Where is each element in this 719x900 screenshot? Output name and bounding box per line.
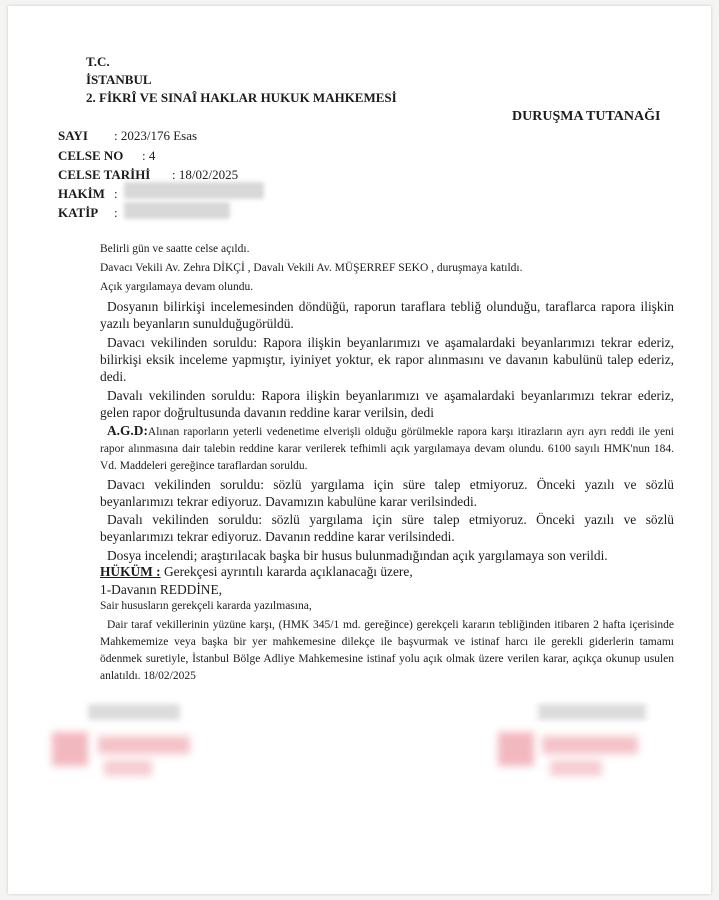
document-title: DURUŞMA TUTANAĞI [512, 109, 661, 124]
sayi-value: : 2023/176 Esas [114, 128, 198, 143]
header-city: İSTANBUL [86, 72, 152, 87]
hakim-colon: : [114, 186, 118, 201]
body-defendant-oral: Davalı vekilinden soruldu: sözlü yargılama için süre talep etmiyoruz. Önceki yazılı ve sözlü beyanlarımızı tekrar ediyoruz. Davanın reddine karar verilsindedi. [100, 512, 674, 544]
hukum-item-2: Sair hususların gerekçeli kararda yazılmasına, [100, 600, 312, 612]
hukum-item-3: Dair taraf vekillerinin yüzüne karşı, (HMK 345/1 md. gereğince) gerekçeli kararın tebliğinden itibaren 2 hafta içerisinde Mahkememize veya başka bir yer mahkemesine dilekçe ile başvurmak ve istinaf harcı ile gerekli giderlerin tamamı ödenmek suretiyle, İstanbul Bölge Adliye Mahkemesine istinaf yolu açık olmak üzere verilen karar, açıkça okunup usulen anlatıldı. 18/02/2025 [100, 619, 674, 682]
body-closing: Dosya incelendi; araştırılacak başka bir husus bulunmadığından açık yargılamaya son verildi. [107, 548, 608, 563]
celse-no-label: CELSE NO [58, 148, 124, 163]
body-defendant-statement: Davalı vekilinden soruldu: Rapora ilişkin beyanlarımızı ve aşamalardaki beyanlarımızı tekrar ederiz, gelen rapor doğrultusunda davanın reddine karar verilsin, dedi [100, 388, 674, 420]
hukum-line [100, 564, 413, 580]
sayi-label: SAYI [58, 128, 88, 143]
celse-tarihi-label: CELSE TARİHİ [58, 167, 151, 182]
agd-text: Alınan raporların yeterli vedenetime elverişli olduğu görülmekle rapora karşı itirazların ayrı ayrı reddi ile yeni rapor alınmasına dair talebin reddine karar verilerek tefhimli açık yargılamaya devam olundu. 6100 sayılı HMK'nun 184. Vd. Maddeleri gereğince taraflardan soruldu. [100, 426, 674, 472]
katip-label: KATİP [58, 205, 99, 220]
hukum-label: HÜKÜM : [100, 564, 161, 579]
hukum-text: Gerekçesi ayrıntılı kararda açıklanacağı üzere, [160, 564, 413, 579]
signature-right-redacted [494, 702, 664, 782]
hakim-label: HAKİM [58, 186, 105, 201]
body-agd [100, 422, 674, 475]
hukum-item-1: 1-Davanın REDDİNE, [100, 582, 222, 597]
document-page [8, 6, 711, 894]
katip-colon: : [114, 205, 118, 220]
celse-tarihi-value: : 18/02/2025 [172, 167, 239, 182]
hakim-redaction [124, 182, 264, 199]
body-plaintiff-statement: Davacı vekilinden soruldu: Rapora ilişkin beyanlarımızı ve aşamalardaki beyanlarımızı tekrar ederiz, bilirkişi eksik inceleme yapmıştır, iyiniyet yoktur, ek rapor alınmasını ve davanın kabulünü talep ederiz, dedi. [100, 335, 674, 384]
body-attendance: Davacı Vekili Av. Zehra DİKÇİ , Davalı Vekili Av. MÜŞERREF SEKO , duruşmaya katıldı. [100, 262, 523, 274]
header-court: 2. FİKRÎ VE SINAÎ HAKLAR HUKUK MAHKEMESİ [86, 90, 397, 105]
body-opening: Belirli gün ve saatte celse açıldı. [100, 243, 250, 255]
body-continue: Açık yargılamaya devam olundu. [100, 281, 254, 293]
signature-left-redacted [48, 702, 198, 782]
body-expert-report: Dosyanın bilirkişi incelemesinden döndüğü, raporun taraflara tebliğ olunduğu, taraflarca rapora ilişkin yazılı beyanların sunulduğugörüldü. [100, 299, 674, 331]
body-plaintiff-oral: Davacı vekilinden soruldu: sözlü yargılama için süre talep etmiyoruz. Önceki yazılı ve sözlü beyanlarımızı tekrar ediyoruz. Davamızın kabulüne karar verilsindedi. [100, 477, 674, 509]
header-tc: T.C. [86, 54, 110, 69]
katip-redaction [124, 202, 230, 219]
agd-label: A.G.D: [107, 423, 148, 438]
celse-no-value: : 4 [142, 148, 156, 163]
